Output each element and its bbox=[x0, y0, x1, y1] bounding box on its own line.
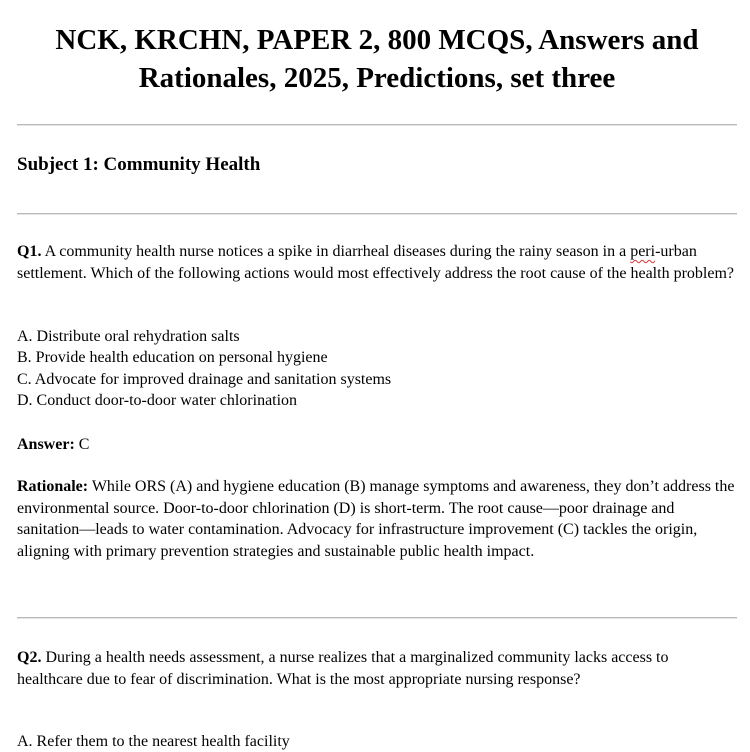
answer-options bbox=[17, 326, 735, 411]
option-d: D. Conduct door-to-door water chlorination bbox=[17, 391, 298, 409]
question-number: Q1. bbox=[17, 243, 42, 260]
divider bbox=[17, 213, 737, 215]
subject-heading: Subject 1: Community Health bbox=[17, 154, 261, 175]
divider bbox=[17, 617, 737, 619]
document-title: NCK, KRCHN, PAPER 2, 800 MCQS, Answers and Rationales, 2025, Predictions, set three bbox=[55, 24, 699, 94]
question-text: -urban settlement. Which of the following actions would most effectively address the root cause of the health problem? bbox=[17, 243, 734, 282]
option-b: B. Provide health education on personal hygiene bbox=[17, 349, 328, 367]
question-stem bbox=[17, 647, 735, 690]
answer-options bbox=[17, 731, 735, 752]
rationale-text: While ORS (A) and hygiene education (B) manage symptoms and awareness, they don’t address the environmental source. Door-to-door chlorination (D) is short-term. The root cause—poor drainage and sanitation—leads to water contamination. Advocacy for infrastructure improvement (C) tackles the origin, aligning with primary prevention strategies and sustainable public health impact. bbox=[17, 478, 735, 560]
question-text: During a health needs assessment, a nurse realizes that a marginalized community lacks access to healthcare due to fear of discrimination. What is the most appropriate nursing response? bbox=[17, 649, 669, 688]
answer-label: Answer: bbox=[17, 436, 75, 453]
rationale-label: Rationale: bbox=[17, 478, 89, 495]
spellcheck-flagged-word[interactable]: peri bbox=[630, 243, 656, 260]
option-a: A. Refer them to the nearest health facility bbox=[17, 733, 290, 750]
answer-value: C bbox=[74, 436, 90, 453]
question-number: Q2. bbox=[17, 649, 42, 666]
rationale bbox=[17, 476, 735, 562]
option-c: C. Advocate for improved drainage and sanitation systems bbox=[17, 370, 392, 388]
answer-line bbox=[17, 434, 735, 456]
divider bbox=[17, 124, 737, 126]
question-text: A community health nurse notices a spike in diarrheal diseases during the rainy season in a bbox=[41, 243, 631, 260]
option-a: A. Distribute oral rehydration salts bbox=[17, 328, 240, 345]
question-stem bbox=[17, 241, 735, 284]
